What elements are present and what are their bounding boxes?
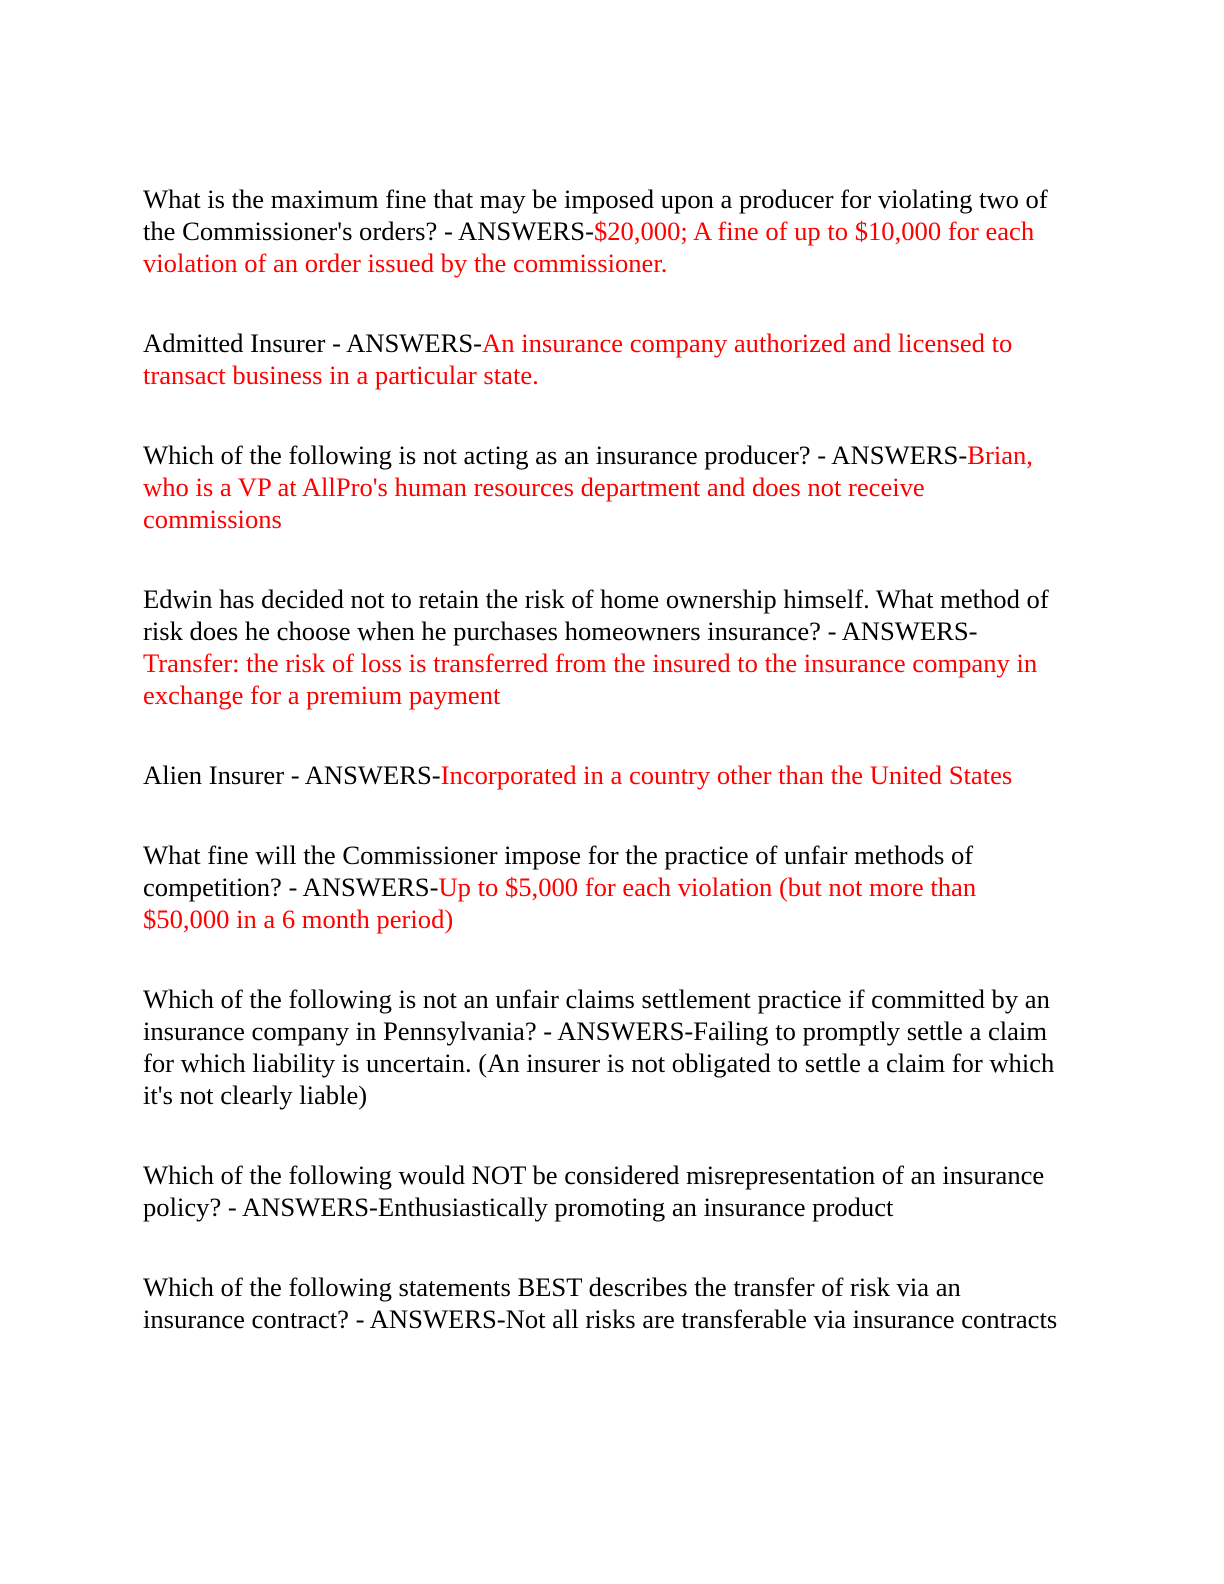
qa-item xyxy=(143,983,1065,1111)
question-text: Which of the following is not acting as an insurance producer? xyxy=(143,440,811,470)
answer-separator: - ANSWERS- xyxy=(437,216,594,246)
answer-separator: - ANSWERS- xyxy=(325,328,483,358)
question-text: What is the maximum fine that may be imposed upon a producer for violating two of the Commissioner's orders? xyxy=(143,184,1048,246)
question-text: Which of the following would NOT be considered misrepresentation of an insurance policy? xyxy=(143,1160,1045,1222)
answer-separator: - ANSWERS- xyxy=(810,440,968,470)
answer-text: $20,000; A fine of up to $10,000 for each violation of an order issued by the commissioner. xyxy=(143,216,1035,278)
answer-text: Transfer: the risk of loss is transferred from the insured to the insurance company in exchange for a premium payment xyxy=(143,648,1038,710)
qa-item xyxy=(143,183,1065,279)
answer-separator: - ANSWERS- xyxy=(284,760,441,790)
answer-text: Not all risks are transferable via insurance contracts xyxy=(505,1304,1058,1334)
document-page xyxy=(143,183,1065,1383)
answer-text: Brian, who is a VP at AllPro's human resources department and does not receive commissions xyxy=(143,440,1033,534)
answer-separator: - ANSWERS- xyxy=(536,1016,694,1046)
answer-text: An insurance company authorized and licensed to transact business in a particular state. xyxy=(143,328,1013,390)
qa-item xyxy=(143,327,1065,391)
question-text: Admitted Insurer xyxy=(143,328,326,358)
qa-item xyxy=(143,839,1065,935)
answer-text: Up to $5,000 for each violation (but not more than $50,000 in a 6 month period) xyxy=(143,872,977,934)
question-text: What fine will the Commissioner impose for the practice of unfair methods of competition? xyxy=(143,840,974,902)
qa-item xyxy=(143,1271,1065,1335)
question-text: Alien Insurer xyxy=(143,760,285,790)
question-text: Which of the following statements BEST describes the transfer of risk via an insurance contract? xyxy=(143,1272,961,1334)
answer-separator: - ANSWERS- xyxy=(820,616,978,646)
answer-text: Incorporated in a country other than the United States xyxy=(440,760,1013,790)
answer-text: Enthusiastically promoting an insurance product xyxy=(377,1192,894,1222)
answer-separator: - ANSWERS- xyxy=(349,1304,506,1334)
qa-item xyxy=(143,439,1065,535)
question-text: Edwin has decided not to retain the risk of home ownership himself. What method of risk does he choose when he purchases homeowners insurance? xyxy=(143,584,1049,646)
answer-separator: - ANSWERS- xyxy=(281,872,439,902)
qa-item xyxy=(143,1159,1065,1223)
answer-text: Failing to promptly settle a claim for which liability is uncertain. (An insurer is not obligated to settle a claim for which it's not clearly liable) xyxy=(143,1016,1055,1110)
qa-item xyxy=(143,759,1065,791)
question-text: Which of the following is not an unfair claims settlement practice if committed by an insurance company in Pennsylvania? xyxy=(143,984,1050,1046)
answer-separator: - ANSWERS- xyxy=(221,1192,378,1222)
qa-item xyxy=(143,583,1065,711)
